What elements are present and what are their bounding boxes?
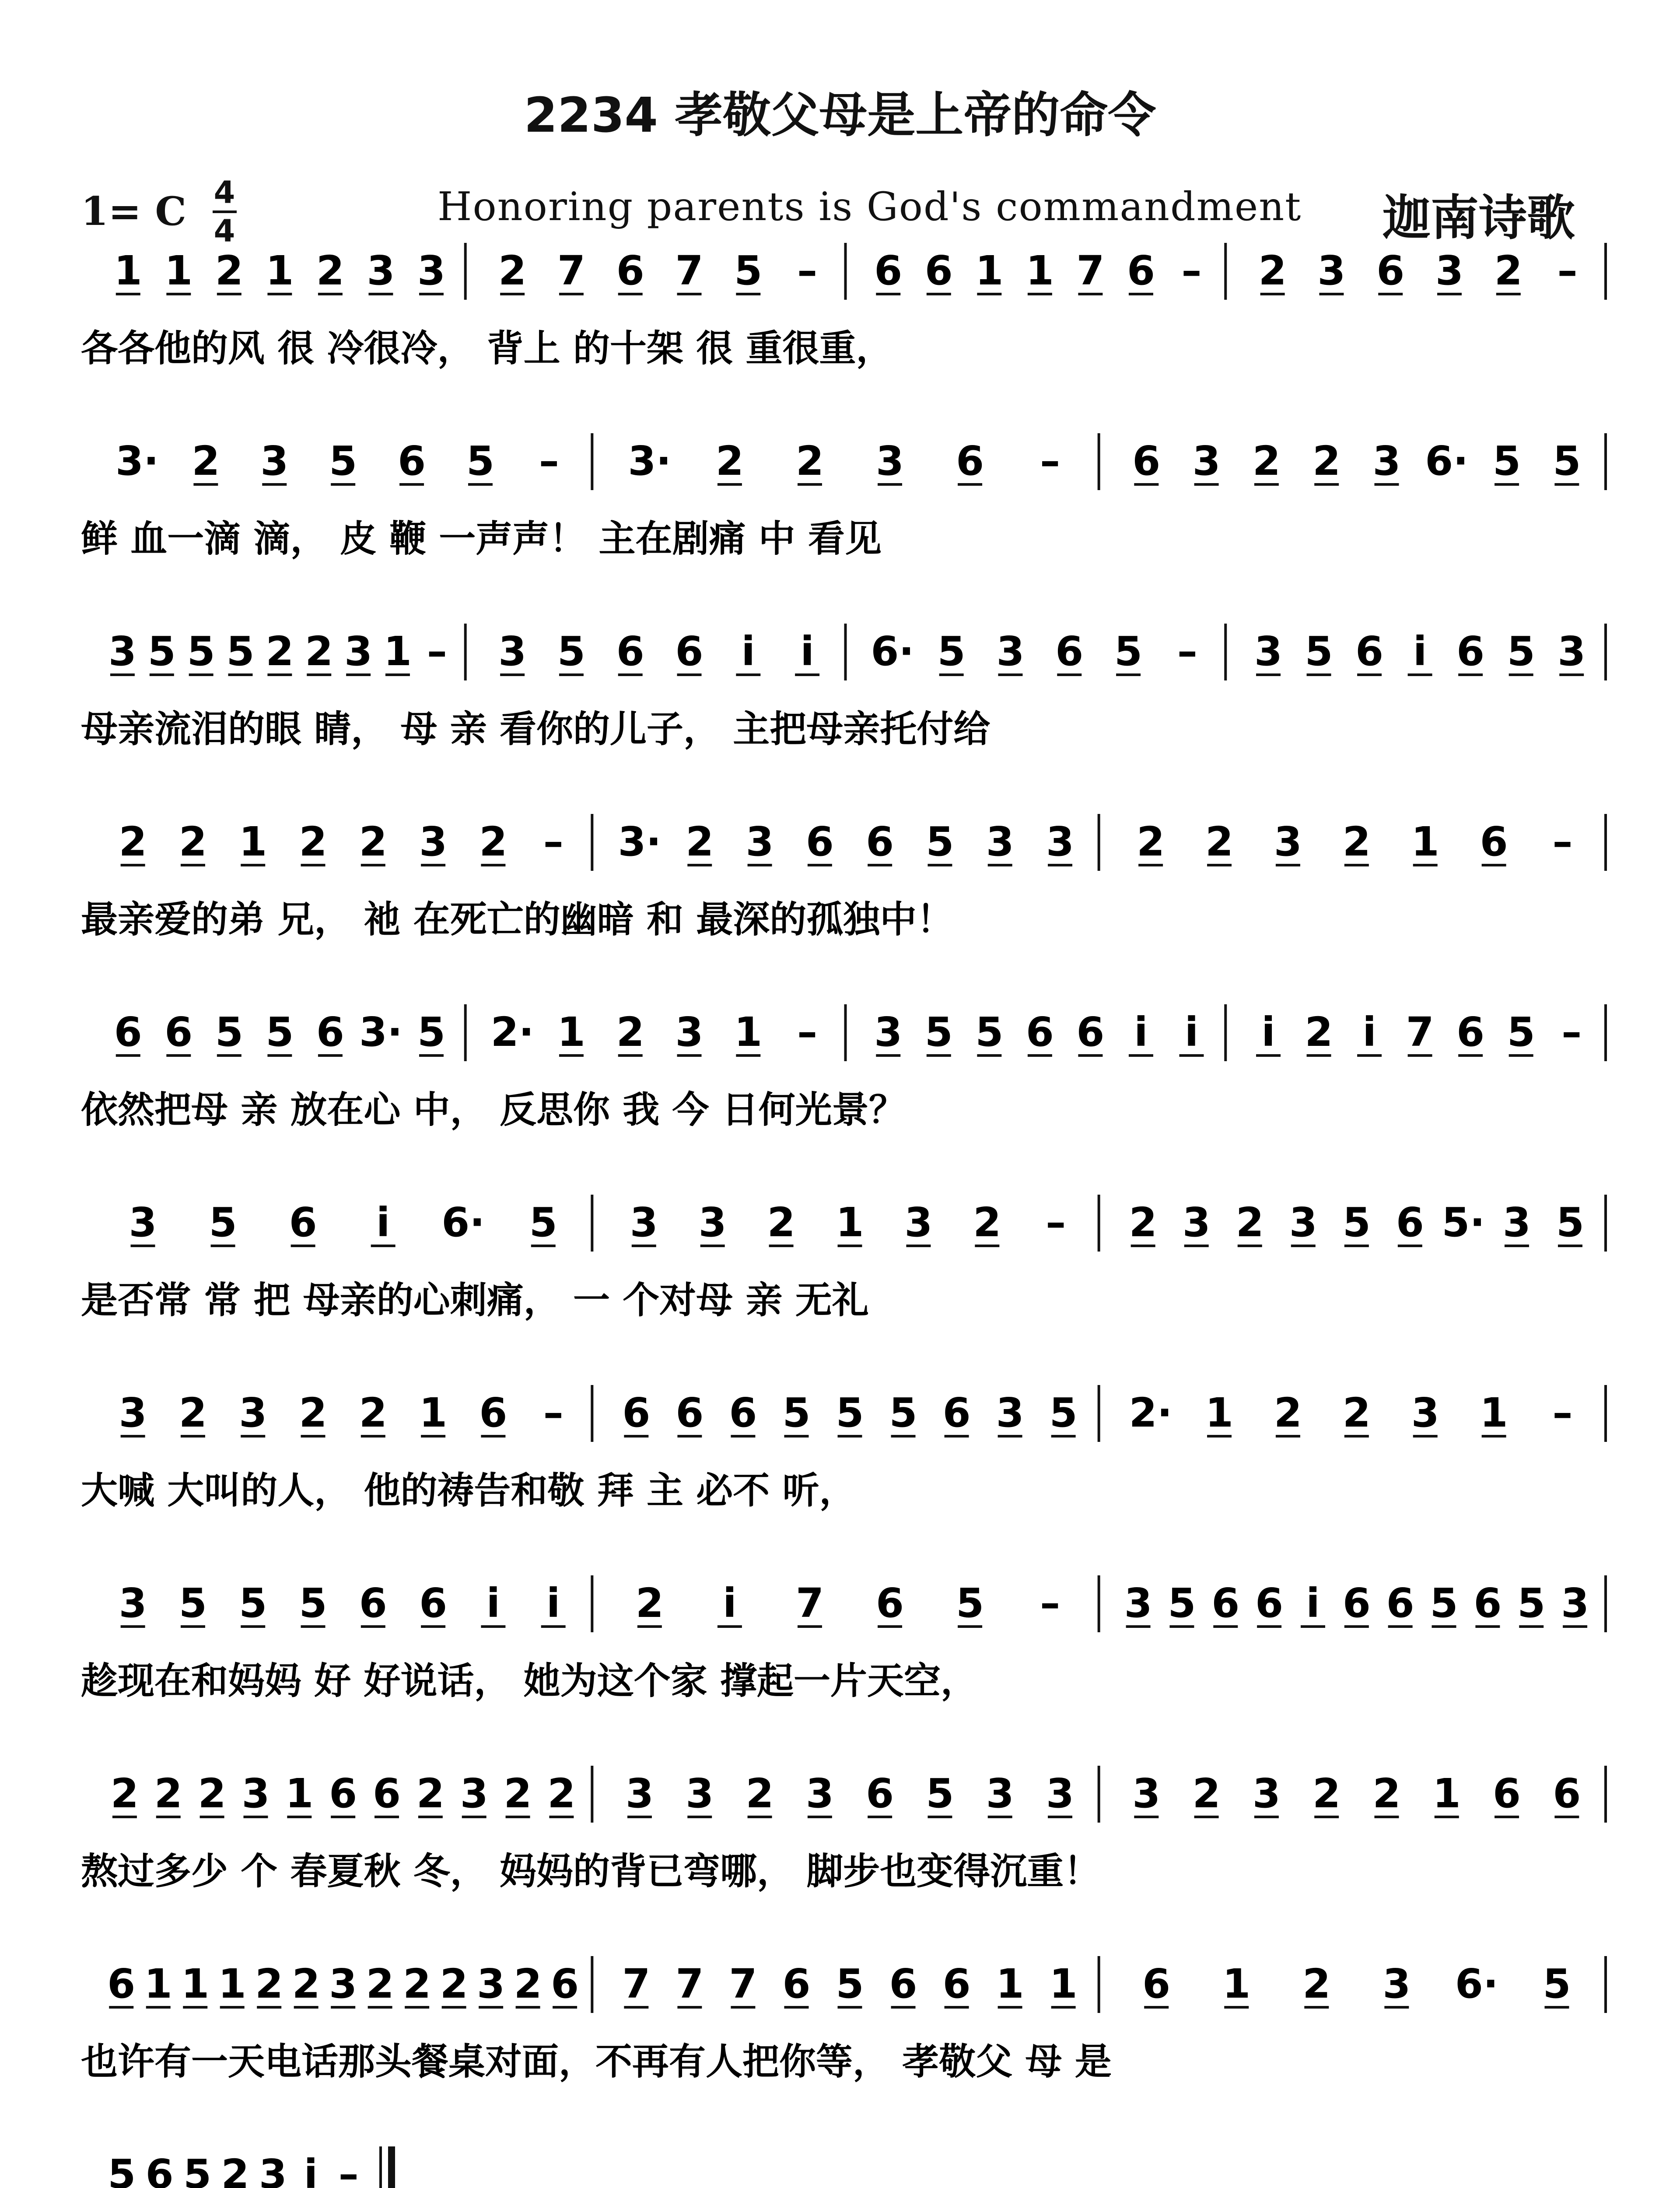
note: 1 <box>144 1960 172 2007</box>
note: 3 <box>1254 628 1283 675</box>
note: 3· <box>359 1009 402 1055</box>
key-signature: 1= C <box>81 188 186 235</box>
note: 5 <box>836 1389 864 1436</box>
note: – <box>1557 247 1578 294</box>
note: 2 <box>1305 1009 1333 1055</box>
note: 6 <box>1456 1009 1485 1055</box>
note: 2 <box>498 247 527 294</box>
note: 3 <box>1124 1580 1152 1627</box>
note: 3 <box>904 1199 933 1246</box>
note: 3 <box>119 1389 147 1436</box>
note: 6 <box>1376 247 1405 294</box>
note: 3 <box>876 438 904 484</box>
note: 2 <box>110 1770 139 1817</box>
note: 2 <box>1372 1770 1401 1817</box>
note: 3 <box>1317 247 1346 294</box>
note: – <box>1561 1009 1582 1055</box>
note: 1 <box>285 1770 314 1817</box>
note: 3 <box>1372 438 1401 484</box>
note: 1 <box>1222 1960 1251 2007</box>
note: 6 <box>876 1580 904 1627</box>
note: 5 <box>975 1009 1004 1055</box>
note: 6· <box>871 628 914 675</box>
note: 2 <box>1494 247 1522 294</box>
note: 3 <box>805 1770 834 1817</box>
note: 2 <box>504 1770 532 1817</box>
note: i <box>1261 1009 1275 1055</box>
note: 1 <box>1432 1770 1461 1817</box>
note: 5 <box>1049 1389 1078 1436</box>
note: 6 <box>398 438 426 484</box>
note: 2· <box>1129 1389 1172 1436</box>
note: 5 <box>734 247 763 294</box>
lyric-line: 鲜 血一滴 滴， 皮 鞭 一声声！ 主在剧痛 中 看见 <box>81 517 882 560</box>
note: 5 <box>782 1389 811 1436</box>
note: 3 <box>874 1009 903 1055</box>
lyric-line: 是否常 常 把 母亲的心刺痛， 一 个对母 亲 无礼 <box>81 1279 869 1322</box>
note: 6 <box>1480 818 1508 865</box>
note: i <box>1306 1580 1320 1627</box>
note: 6 <box>359 1580 387 1627</box>
note: 2 <box>1137 818 1165 865</box>
note: 3 <box>129 1199 157 1246</box>
note: 3 <box>1435 247 1464 294</box>
note: 2 <box>1302 1960 1331 2007</box>
note: – <box>1552 818 1573 865</box>
note: 6 <box>1553 1770 1581 1817</box>
note: 6 <box>1076 1009 1105 1055</box>
note: 6 <box>616 628 644 675</box>
note: 2 <box>746 1770 774 1817</box>
note: 6 <box>1342 1580 1371 1627</box>
note: 6 <box>114 1009 142 1055</box>
note: – <box>539 438 559 484</box>
note: 7 <box>1406 1009 1434 1055</box>
note: 6 <box>676 1389 704 1436</box>
note: 3 <box>260 438 289 484</box>
note: i <box>723 1580 737 1627</box>
note: 3 <box>1382 1960 1411 2007</box>
note: – <box>1177 628 1197 675</box>
note: 6 <box>289 1199 317 1246</box>
note: 5 <box>926 1770 954 1817</box>
note: 2 <box>119 818 147 865</box>
lyric-line: 最亲爱的弟 兄， 祂 在死亡的幽暗 和 最深的孤独中！ <box>81 898 954 941</box>
note: 2 <box>359 818 387 865</box>
note: – <box>543 1389 564 1436</box>
note: 3 <box>1558 628 1586 675</box>
note: 1 <box>836 1199 864 1246</box>
note: 6 <box>1474 1580 1502 1627</box>
note: 7 <box>557 247 585 294</box>
note: 5 <box>1553 438 1581 484</box>
note: 6 <box>942 1389 971 1436</box>
note: 3 <box>698 1199 727 1246</box>
note: 3 <box>986 818 1014 865</box>
note: 5 <box>183 2151 212 2188</box>
note: 6 <box>1396 1199 1424 1246</box>
note: 7 <box>1076 247 1105 294</box>
note: 2 <box>1274 1389 1302 1436</box>
note: 2 <box>1342 1389 1371 1436</box>
note: 7 <box>795 1580 824 1627</box>
note: 5 <box>1517 1580 1546 1627</box>
note: 2 <box>221 2151 249 2188</box>
note: 5 <box>924 1009 953 1055</box>
note: 7 <box>675 247 704 294</box>
note: – <box>1040 1580 1060 1627</box>
note: 6 <box>1211 1580 1240 1627</box>
note: 2 <box>215 247 243 294</box>
note: 3 <box>675 1009 704 1055</box>
note: 5 <box>178 1580 207 1627</box>
note: 2 <box>973 1199 1001 1246</box>
note: 3 <box>119 1580 147 1627</box>
note: i <box>1413 628 1427 675</box>
note: 2 <box>767 1199 795 1246</box>
note: 7 <box>676 1960 704 2007</box>
note: 6· <box>1455 1960 1498 2007</box>
note: 5 <box>108 2151 136 2188</box>
note: 5 <box>1556 1199 1584 1246</box>
note: 5 <box>209 1199 237 1246</box>
lyric-line: 依然把母 亲 放在心 中， 反思你 我 今 日何光景？ <box>81 1088 906 1131</box>
lyric-line: 也许有一天电话那头餐桌对面，不再有人把你等， 孝敬父 母 是 <box>81 2040 1112 2083</box>
note: 3 <box>1502 1199 1531 1246</box>
note: 3 <box>259 2151 287 2188</box>
note: 6 <box>866 1770 894 1817</box>
note: 3 <box>419 818 448 865</box>
note: 2 <box>255 1960 284 2007</box>
note: 3 <box>344 628 373 675</box>
note: 2 <box>1312 1770 1341 1817</box>
note: 2 <box>305 628 333 675</box>
note: i <box>304 2151 318 2188</box>
note: 3 <box>417 247 445 294</box>
note: 5 <box>937 628 966 675</box>
note: 2 <box>178 1389 207 1436</box>
note: 1 <box>114 247 142 294</box>
note: 6 <box>419 1580 448 1627</box>
note: 2 <box>292 1960 320 2007</box>
note: – <box>797 1009 818 1055</box>
note: 3 <box>1046 1770 1074 1817</box>
note: 5· <box>1442 1199 1485 1246</box>
note: 1 <box>734 1009 763 1055</box>
note: 6 <box>942 1960 971 2007</box>
note: i <box>1134 1009 1148 1055</box>
lyric-line: 大喊 大叫的人， 他的祷告和敬 拜 主 必不 听， <box>81 1469 856 1512</box>
meter-bottom: 4 <box>214 213 235 249</box>
note: 3 <box>1252 1770 1281 1817</box>
note: – <box>797 247 818 294</box>
note: 5 <box>1168 1580 1196 1627</box>
note: 6 <box>551 1960 579 2007</box>
english-subtitle: Honoring parents is God's commandment <box>438 184 1302 230</box>
note: 2 <box>1205 818 1234 865</box>
note: 6 <box>107 1960 136 2007</box>
note: – <box>427 628 447 675</box>
lyric-line: 熬过多少 个 春夏秋 冬， 妈妈的背已弯哪， 脚步也变得沉重！ <box>81 1850 1101 1893</box>
note: 5 <box>417 1009 445 1055</box>
note: 6 <box>1255 1580 1284 1627</box>
note: 1 <box>975 247 1004 294</box>
note: i <box>376 1199 390 1246</box>
note: 3· <box>628 438 672 484</box>
note: 5 <box>226 628 255 675</box>
note: 5 <box>836 1960 864 2007</box>
note: 6 <box>1132 438 1161 484</box>
note: 6 <box>1142 1960 1171 2007</box>
lyric-line: 趁现在和妈妈 好 好说话， 她为这个家 撑起一片天空， <box>81 1659 977 1702</box>
note: 6 <box>1355 628 1384 675</box>
note: 3 <box>477 1960 505 2007</box>
note: 5 <box>926 818 954 865</box>
note: 1 <box>1205 1389 1234 1436</box>
note: 2 <box>547 1770 576 1817</box>
note: 3 <box>746 818 774 865</box>
note: 6· <box>441 1199 485 1246</box>
note: 3 <box>329 1960 357 2007</box>
note: 3 <box>367 247 395 294</box>
note: 6 <box>373 1770 401 1817</box>
note: 2 <box>479 818 508 865</box>
note: 5 <box>889 1389 917 1436</box>
note: 5 <box>956 1580 984 1627</box>
note: 2 <box>316 247 344 294</box>
note: 5 <box>1543 1960 1571 2007</box>
note: 5 <box>215 1009 243 1055</box>
note: 5 <box>1493 438 1521 484</box>
note: 3 <box>625 1770 654 1817</box>
note: 3 <box>108 628 136 675</box>
note: 2 <box>440 1960 468 2007</box>
note: – <box>1552 1389 1573 1436</box>
note: 3· <box>115 438 159 484</box>
note: 3· <box>618 818 662 865</box>
note: 6 <box>1127 247 1155 294</box>
note: 2 <box>686 818 714 865</box>
note: 6 <box>956 438 984 484</box>
note: 3 <box>1132 1770 1161 1817</box>
note: 2 <box>1192 1770 1221 1817</box>
note: 3 <box>1274 818 1302 865</box>
note: 1 <box>383 628 412 675</box>
note: 2 <box>616 1009 644 1055</box>
note: 2 <box>192 438 220 484</box>
note: 2 <box>1342 818 1371 865</box>
note: 6 <box>145 2151 174 2188</box>
note: 2 <box>178 818 207 865</box>
note: 1 <box>996 1960 1024 2007</box>
note: 7 <box>729 1960 757 2007</box>
note: 1 <box>419 1389 448 1436</box>
note: i <box>800 628 814 675</box>
note: i <box>741 628 756 675</box>
note: 6 <box>805 818 834 865</box>
note: 5 <box>1305 628 1333 675</box>
note: 3 <box>498 628 527 675</box>
note: 6 <box>866 818 894 865</box>
note: 3 <box>460 1770 488 1817</box>
note: 3 <box>242 1770 270 1817</box>
note: 3 <box>1289 1199 1317 1246</box>
note: 1 <box>164 247 193 294</box>
note: 2 <box>154 1770 182 1817</box>
note: 7 <box>622 1960 651 2007</box>
note: 2 <box>266 628 294 675</box>
note: i <box>1362 1009 1376 1055</box>
note: 5 <box>147 628 176 675</box>
note: 5 <box>1430 1580 1458 1627</box>
note: 2· <box>490 1009 534 1055</box>
note: 2 <box>514 1960 542 2007</box>
note: 6 <box>1026 1009 1054 1055</box>
note: 1 <box>1049 1960 1078 2007</box>
note: 2 <box>635 1580 664 1627</box>
note: 3 <box>996 1389 1024 1436</box>
note: 6· <box>1425 438 1469 484</box>
note: 2 <box>198 1770 226 1817</box>
note: 1 <box>239 818 267 865</box>
note: 5 <box>266 1009 294 1055</box>
note: 6 <box>675 628 704 675</box>
note: 3 <box>630 1199 658 1246</box>
note: 6 <box>1386 1580 1414 1627</box>
note: 5 <box>1507 628 1535 675</box>
note: – <box>1181 247 1202 294</box>
author-label: 迦南诗歌 <box>1382 189 1575 246</box>
note: 5 <box>1507 1009 1535 1055</box>
note: 1 <box>218 1960 246 2007</box>
note: 5 <box>557 628 585 675</box>
note: 2 <box>366 1960 394 2007</box>
note: 5 <box>1114 628 1143 675</box>
note: 6 <box>1055 628 1084 675</box>
note: 6 <box>329 1770 357 1817</box>
note: 1 <box>266 247 294 294</box>
note: 6 <box>164 1009 193 1055</box>
note: 5 <box>529 1199 557 1246</box>
note: 1 <box>1411 818 1439 865</box>
note: 2 <box>299 818 327 865</box>
note: 2 <box>1252 438 1281 484</box>
note: 1 <box>1026 247 1054 294</box>
note: 6 <box>924 247 953 294</box>
note: 2 <box>359 1389 387 1436</box>
note: 6 <box>479 1389 508 1436</box>
note: 3 <box>986 1770 1014 1817</box>
note: 3 <box>1182 1199 1211 1246</box>
note: 2 <box>1312 438 1341 484</box>
note: 6 <box>316 1009 344 1055</box>
note: 1 <box>181 1960 210 2007</box>
note: 6 <box>616 247 644 294</box>
note: 3 <box>1192 438 1221 484</box>
note: 3 <box>239 1389 267 1436</box>
note: 6 <box>622 1389 651 1436</box>
note: 3 <box>1046 818 1074 865</box>
note: – <box>1040 438 1060 484</box>
note: 6 <box>1493 1770 1521 1817</box>
note: 3 <box>996 628 1025 675</box>
note: 2 <box>1129 1199 1157 1246</box>
note: 6 <box>1456 628 1485 675</box>
note: 2 <box>715 438 744 484</box>
lyric-line: 母亲流泪的眼 睛， 母 亲 看你的儿子， 主把母亲托付给 <box>81 708 990 750</box>
note: 6 <box>874 247 903 294</box>
note: 2 <box>403 1960 431 2007</box>
note: 3 <box>1411 1389 1439 1436</box>
note: 3 <box>1561 1580 1589 1627</box>
note: – <box>543 818 564 865</box>
note: 6 <box>782 1960 811 2007</box>
meter-top: 4 <box>214 175 235 210</box>
note: 2 <box>1236 1199 1264 1246</box>
note: 5 <box>299 1580 327 1627</box>
note: 5 <box>239 1580 267 1627</box>
note: i <box>546 1580 560 1627</box>
note: – <box>1046 1199 1066 1246</box>
note: i <box>486 1580 500 1627</box>
note: 5 <box>466 438 494 484</box>
note: 3 <box>686 1770 714 1817</box>
note: 2 <box>795 438 824 484</box>
note: i <box>1184 1009 1199 1055</box>
note: 2 <box>1258 247 1287 294</box>
note: 5 <box>1342 1199 1371 1246</box>
page-title: 2234 孝敬父母是上帝的命令 <box>524 87 1156 143</box>
lyric-line: 各各他的风 很 冷很冷， 背上 的十架 很 重很重， <box>81 327 893 370</box>
note: 6 <box>729 1389 757 1436</box>
note: – <box>338 2151 359 2188</box>
note: 2 <box>299 1389 327 1436</box>
note: 1 <box>1480 1389 1508 1436</box>
note: 5 <box>329 438 357 484</box>
note: 6 <box>889 1960 917 2007</box>
note: 5 <box>187 628 215 675</box>
note: 2 <box>416 1770 444 1817</box>
note: 1 <box>557 1009 585 1055</box>
